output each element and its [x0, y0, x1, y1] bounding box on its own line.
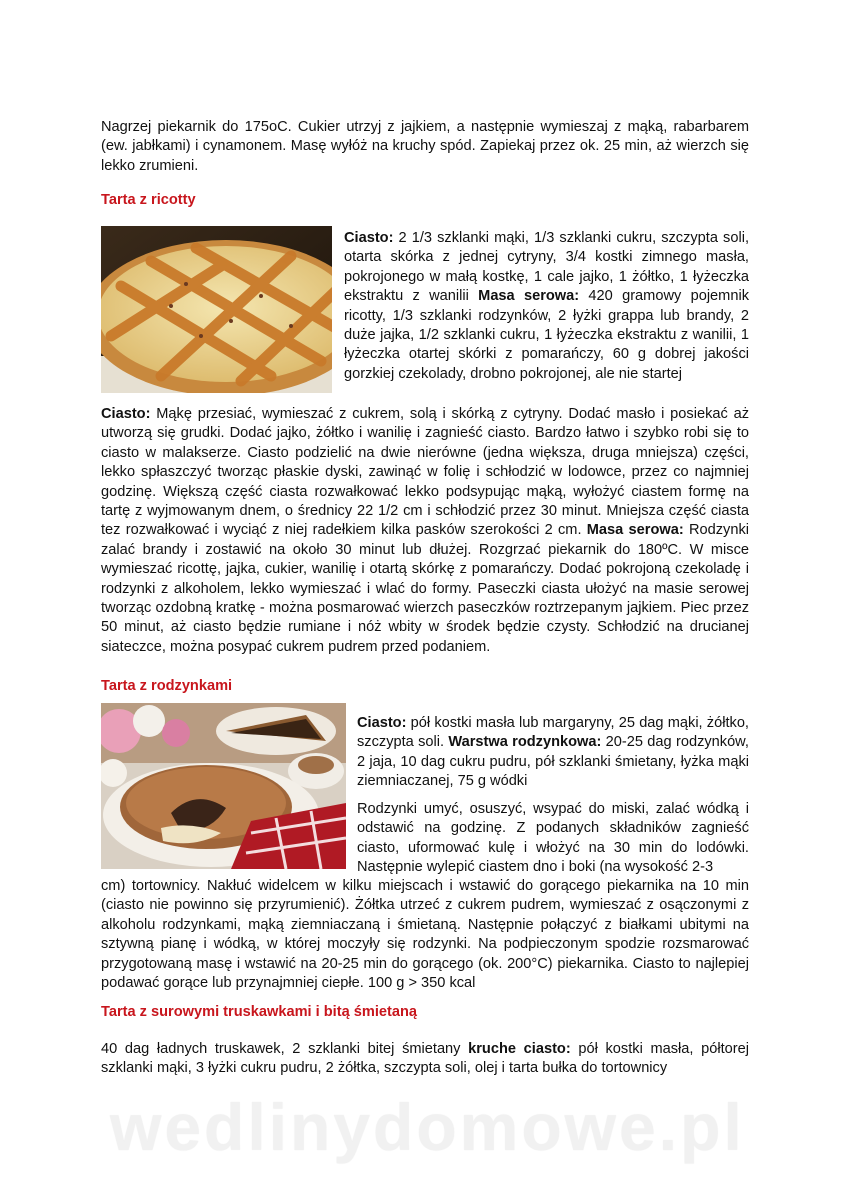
raisin-ciasto-ingredients: pół kostki masła lub margaryny, 25 dag mąki, żółtko, szczypta soli.: [357, 715, 749, 751]
strawberry-crust-ingredients: pół kostki masła, półtorej szklanki mąki, 3 łyżki cukru pudru, 2 żółtka, szczypta soli, olej i tarta bułka do tortownicy: [101, 1041, 749, 1077]
strawberry-ingredients: [101, 1040, 749, 1079]
label-ciasto: Ciasto:: [344, 230, 394, 246]
ricotta-masa-method: Rodzynki zalać brandy i zostawić na około 30 minut lub dłużej. Rozgrzać piekarnik do 180ºC. W misce wymieszać ricottę, jajka, cukier, wanilię i otartą skórkę z pomarańczy. Dodać pokrojoną czekoladę i rodzynki z alkoholem, lekko wymieszać i wlać do formy. Paseczki ciasta ułożyć na masie serowej tworząc ozdobną kratkę - można posmarować wierzch paseczków roztrzepanym jajkiem. Piec przez 50 minut, aż ciasto będzie rumiane i nóż wbity w środek będzie czysty. Schłodzić na drucianej siateczce, można posypać cukrem pudrem przed podaniem.: [101, 522, 749, 655]
ricotta-tart-photo: [101, 226, 332, 393]
raisin-tart-photo: [101, 703, 346, 869]
label-kruche-ciasto: kruche ciasto:: [468, 1041, 571, 1057]
label-warstwa-rodzynkowa: Warstwa rodzynkowa:: [448, 734, 602, 751]
label-ciasto-raisin: Ciasto:: [357, 715, 407, 731]
recipe-title-raisin: Tarta z rodzynkami: [101, 678, 233, 694]
recipe-title-ricotta: Tarta z ricotty: [101, 192, 196, 208]
strawberry-main-ingredients: 40 dag ładnych truskawek, 2 szklanki bitej śmietany: [101, 1041, 469, 1057]
raisin-method-side: Rodzynki umyć, osuszyć, wsypać do miski, zalać wódką i odstawić na godzinę. Z podanych składników zagnieść ciasto, uformować kulę i włożyć na 30 min do lodówki. Następnie wylepić ciastem dno i boki (na wysokość 2-3: [357, 801, 749, 876]
raisin-method-full: cm) tortownicy. Nakłuć widelcem w kilku miejscach i wstawić do gorącego piekarnika na 10 min (ciasto nie powinno się przyrumienić). Żółtka utrzeć z cukrem pudrem, wymieszać z osączonymi z alkoholu rodzynkami, mąką ziemniaczaną i śmietaną. Następnie połączyć z białkami ubitymi na sztywną pianę i wódką, w której moczyły się rodzynki. Na podpieczonym spodzie rozsmarować przygotowaną masę i wstawić na 20-25 min do gorącego (ok. 200°C) piekarnika. Ciasto to najlepiej podawać gorące lub przynajmniej ciepłe. 100 g > 350 kcal: [101, 878, 749, 992]
raisin-ingredients: [357, 714, 749, 792]
ricotta-method: [101, 405, 749, 657]
ricotta-masa-ingredients: 420 gramowy pojemnik ricotty, 1/3 szklanki rodzynków, 2 łyżki grappa lub brandy, 2 duże jajka, 1/2 szklanki cukru, 1 łyżeczka ekstraktu z wanilii, 1 łyżeczka otartej skórki z pomarańczy, 60 g dobrej jakości gorzkiej czekolady, drobno pokrojonej, ale nie startej: [344, 288, 749, 382]
watermark-logo: wedlinydomowe.pl: [110, 1090, 745, 1164]
ricotta-ciasto-method: Mąkę przesiać, wymieszać z cukrem, solą i skórką z cytryny. Dodać masło i posiekać aż utworzą się grudki. Dodać jajko, żółtko i wanilię i zagnieść ciasto. Bardzo łatwo i szybko robi się to ciasto w malakserze. Ciasto podzielić na dwie nierówne (jedna większa, druga mniejsza) części, lekko spłaszczyć tworząc płaskie dyski, zawinąć w folię i schłodzić w lodowce, przez co najmniej godzinę. Większą część ciasta rozwałkować lekko podsypując mąką, wyłożyć ciastem formę na tartę z wyjmowanym dnem, o średnicy 22 1/2 cm i schłodzić przez 30 minut. Mniejsza część ciasta tez rozwałkować i wyciąć z niej radełkiem kilka pasków szerokości 2 cm.: [101, 406, 749, 539]
ricotta-ciasto-ingredients: 2 1/3 szklanki mąki, 1/3 szklanki cukru, szczypta soli, otarta skórka z jednej cytryny, 3/4 kostki zimnego masła, pokrojonego w małą kostkę, 1 cale jajko, 1 żółtko, 1 łyżeczka ekstraktu z wanilii: [344, 230, 749, 305]
label-masa-serowa-method: Masa serowa:: [586, 522, 684, 539]
label-ciasto-method: Ciasto:: [101, 406, 151, 422]
label-masa-serowa: Masa serowa:: [478, 288, 580, 305]
raisin-warstwa-ingredients: 20-25 dag rodzynków, 2 jaja, 10 dag cukru pudru, pół szklanki śmietany, łyżka mąki ziemniaczanej, 75 g wódki: [357, 734, 749, 790]
ricotta-ingredients: [344, 229, 749, 384]
intro-paragraph: Nagrzej piekarnik do 175oC. Cukier utrzyj z jajkiem, a następnie wymieszaj z mąką, rabarbarem (ew. jabłkami) i cynamonem. Masę wyłóż na kruchy spód. Zapiekaj przez ok. 25 min, aż wierzch się lekko zrumieni.: [101, 119, 749, 174]
recipe-title-strawberry: Tarta z surowymi truskawkami i bitą śmietaną: [101, 1004, 418, 1020]
